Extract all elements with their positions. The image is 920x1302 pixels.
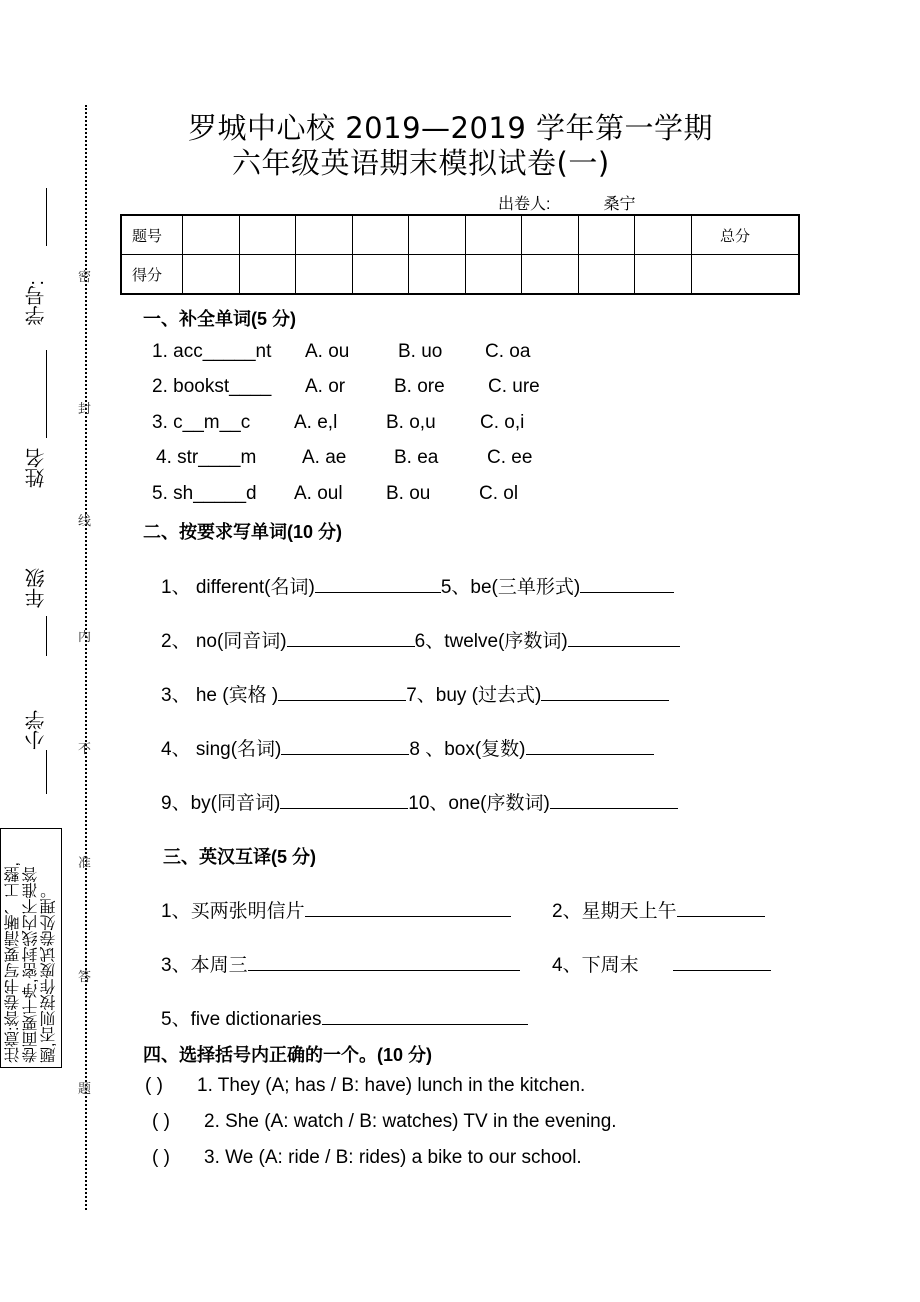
option-a: A. ou bbox=[305, 341, 350, 362]
seal-char: 答 bbox=[78, 969, 92, 984]
score-cell bbox=[183, 255, 240, 295]
score-cell bbox=[465, 255, 522, 295]
item-prompt: 3、本周三 bbox=[161, 955, 248, 976]
seal-char: 封 bbox=[78, 401, 92, 416]
student-name-blank bbox=[46, 350, 47, 438]
seal-char: 密 bbox=[78, 269, 92, 284]
choice-item bbox=[152, 1111, 617, 1133]
option-c: C. ol bbox=[479, 483, 519, 504]
choice-item bbox=[152, 1147, 582, 1169]
translation-item bbox=[552, 950, 771, 977]
item-prompt: 2、 no(同音词) bbox=[161, 631, 287, 652]
student-number-blank bbox=[46, 188, 47, 246]
answer-blank[interactable] bbox=[322, 1006, 528, 1025]
score-cell bbox=[296, 215, 353, 255]
score-cell bbox=[578, 255, 635, 295]
score-cell bbox=[692, 255, 800, 295]
score-cell bbox=[352, 255, 409, 295]
item-prompt: 7、buy (过去式) bbox=[406, 685, 542, 706]
section2-row bbox=[161, 572, 674, 599]
section4-heading: 四、选择括号内正确的一个。(10 分) bbox=[143, 1045, 433, 1065]
item-prompt: 5、five dictionaries bbox=[161, 1009, 322, 1030]
answer-blank[interactable] bbox=[305, 898, 511, 917]
translation-item bbox=[552, 896, 765, 923]
author-label: 出卷人: bbox=[498, 196, 551, 213]
option-b: B. ea bbox=[394, 447, 439, 468]
school-label: 小学 bbox=[26, 710, 48, 750]
item-question: 2. bookst____ bbox=[152, 376, 272, 397]
section2-row bbox=[161, 680, 669, 707]
score-table bbox=[120, 214, 800, 295]
answer-blank[interactable] bbox=[568, 628, 680, 647]
seal-char: 不 bbox=[78, 741, 92, 756]
option-c: C. ure bbox=[488, 376, 540, 397]
choice-sentence: 3. We (A: ride / B: rides) a bike to our school. bbox=[204, 1147, 582, 1168]
answer-blank[interactable] bbox=[541, 682, 669, 701]
item-prompt: 4、下周末 bbox=[552, 955, 639, 976]
option-a: A. e,l bbox=[294, 412, 338, 433]
option-a: A. oul bbox=[294, 483, 343, 504]
item-prompt: 9、by(同音词) bbox=[161, 793, 281, 814]
score-cell bbox=[296, 255, 353, 295]
score-cell bbox=[522, 255, 579, 295]
option-b: B. ou bbox=[386, 483, 431, 504]
answer-blank[interactable] bbox=[280, 790, 408, 809]
score-cell bbox=[409, 255, 466, 295]
seal-char: 内 bbox=[78, 629, 92, 644]
item-question: 5. sh_____d bbox=[152, 483, 257, 504]
option-c: C. ee bbox=[487, 447, 533, 468]
answer-parentheses[interactable]: ( ) bbox=[145, 1075, 163, 1096]
score-cell bbox=[239, 215, 296, 255]
section2-row bbox=[161, 788, 678, 815]
grade-blank bbox=[46, 616, 47, 656]
option-c: C. o,i bbox=[480, 412, 525, 433]
score-cell bbox=[465, 215, 522, 255]
option-c: C. oa bbox=[485, 341, 531, 362]
item-prompt: 4、 sing(名词) bbox=[161, 739, 282, 760]
section2-row bbox=[161, 626, 680, 653]
answer-blank[interactable] bbox=[580, 574, 674, 593]
item-question: 3. c__m__c bbox=[152, 412, 251, 433]
score-row-label: 得分 bbox=[121, 255, 183, 295]
notice-line: 题,否则按作废试卷处理。 bbox=[41, 882, 58, 1063]
item-prompt: 3、 he (宾格 ) bbox=[161, 685, 279, 706]
translation-item bbox=[161, 1004, 528, 1031]
item-prompt: 5、be(三单形式) bbox=[440, 577, 581, 598]
item-prompt: 6、twelve(序数词) bbox=[414, 631, 568, 652]
answer-blank[interactable] bbox=[526, 736, 654, 755]
author-name: 桑宁 bbox=[554, 191, 684, 215]
section3-heading: 三、英汉互译(5 分) bbox=[163, 847, 316, 867]
answer-blank[interactable] bbox=[281, 736, 409, 755]
notice-box bbox=[0, 828, 62, 1068]
author-row bbox=[498, 191, 684, 215]
score-cell bbox=[578, 215, 635, 255]
exam-title-line2: 六年级英语期末模拟试卷(一) bbox=[232, 146, 610, 180]
score-cell bbox=[409, 215, 466, 255]
answer-parentheses[interactable]: ( ) bbox=[152, 1111, 170, 1132]
answer-blank[interactable] bbox=[315, 574, 441, 593]
school-blank bbox=[46, 750, 47, 794]
total-score-label: 总分 bbox=[692, 215, 800, 255]
score-table-row bbox=[121, 215, 799, 255]
choice-sentence: 1. They (A; has / B: have) lunch in the kitchen. bbox=[197, 1075, 586, 1096]
answer-blank[interactable] bbox=[673, 952, 771, 971]
translation-item bbox=[161, 896, 511, 923]
answer-blank[interactable] bbox=[278, 682, 406, 701]
translation-item bbox=[161, 950, 520, 977]
score-cell bbox=[183, 215, 240, 255]
item-prompt: 1、 different(名词) bbox=[161, 577, 315, 598]
answer-blank[interactable] bbox=[287, 628, 415, 647]
answer-parentheses[interactable]: ( ) bbox=[152, 1147, 170, 1168]
answer-blank[interactable] bbox=[677, 898, 765, 917]
seal-char: 题 bbox=[78, 1081, 92, 1096]
exam-title-line1: 罗城中心校 2019—2019 学年第一学期 bbox=[188, 111, 714, 145]
item-prompt: 2、星期天上午 bbox=[552, 901, 677, 922]
option-b: B. ore bbox=[394, 376, 445, 397]
answer-blank[interactable] bbox=[248, 952, 520, 971]
question-number-label: 题号 bbox=[121, 215, 183, 255]
option-a: A. or bbox=[305, 376, 346, 397]
notice-line: 注意:答卷书写要清晰、工整, bbox=[5, 862, 22, 1063]
score-cell bbox=[239, 255, 296, 295]
seal-char: 准 bbox=[78, 855, 92, 870]
score-cell bbox=[635, 215, 692, 255]
choice-item bbox=[145, 1075, 585, 1097]
student-number-label: 学号: bbox=[26, 280, 48, 326]
option-b: B. uo bbox=[398, 341, 443, 362]
item-question: 4. str____m bbox=[156, 447, 257, 468]
item-prompt: 10、one(序数词) bbox=[408, 793, 550, 814]
section1-heading: 一、补全单词(5 分) bbox=[143, 309, 296, 329]
score-cell bbox=[635, 255, 692, 295]
item-prompt: 1、买两张明信片 bbox=[161, 901, 305, 922]
notice-line: 卷面要干净,密封线内不准答 bbox=[23, 866, 40, 1063]
section2-row bbox=[161, 734, 654, 761]
option-b: B. o,u bbox=[386, 412, 436, 433]
item-question: 1. acc_____nt bbox=[152, 341, 272, 362]
item-prompt: 8 、box(复数) bbox=[409, 739, 526, 760]
answer-blank[interactable] bbox=[550, 790, 678, 809]
option-a: A. ae bbox=[302, 447, 347, 468]
score-cell bbox=[352, 215, 409, 255]
score-cell bbox=[522, 215, 579, 255]
grade-label: 年级 bbox=[26, 568, 48, 608]
section2-heading: 二、按要求写单词(10 分) bbox=[143, 522, 343, 542]
seal-char: 线 bbox=[78, 513, 92, 528]
choice-sentence: 2. She (A: watch / B: watches) TV in the evening. bbox=[204, 1111, 617, 1132]
student-name-label: 姓名 bbox=[26, 448, 48, 488]
score-table-row bbox=[121, 255, 799, 295]
